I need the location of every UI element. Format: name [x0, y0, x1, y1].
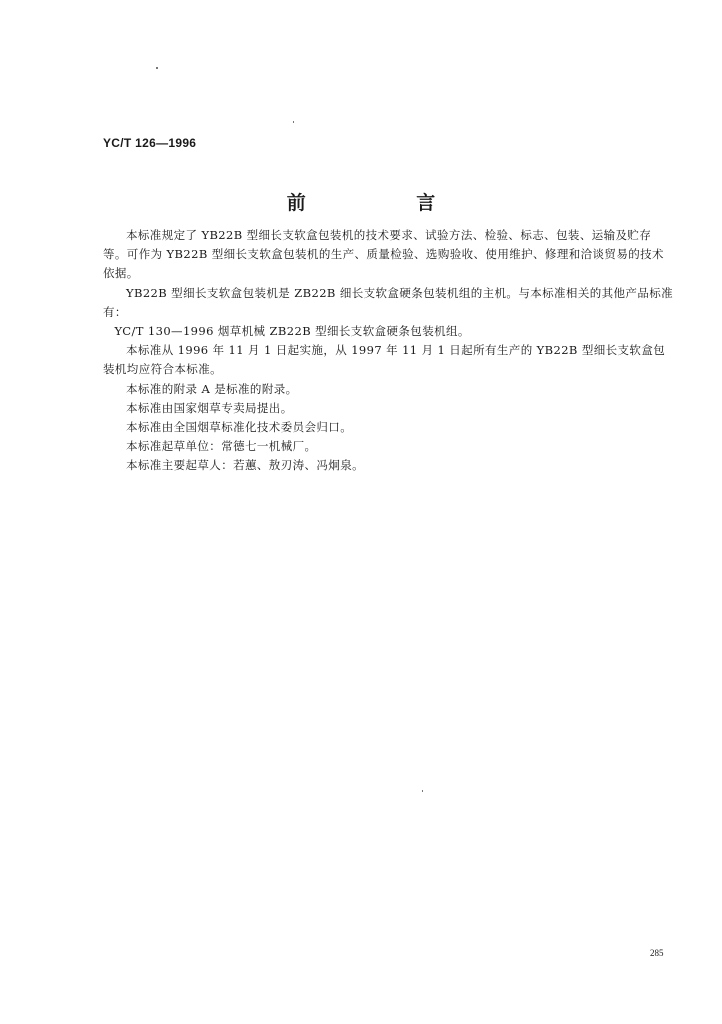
paragraph-related-standard: YC/T 130—1996 烟草机械 ZB22B 型细长支软盒硬条包装机组。 [114, 324, 470, 339]
scan-speck [156, 67, 158, 69]
paragraph-proposer: 本标准由国家烟草专卖局提出。 [126, 400, 293, 415]
body-text [103, 226, 673, 476]
scan-speck [422, 790, 423, 792]
paragraph-scope: 本标准规定了 YB22B 型细长支软盒包装机的技术要求、试验方法、检验、标志、包装、运输及贮存等。可作为 YB22B 型细长支软盒包装机的生产、质量检验、选购验收、使用维护、修理和洽谈贸易的技术依据。 [103, 228, 664, 281]
paragraph-effective-date: 本标准从 1996 年 11 月 1 日起实施，从 1997 年 11 月 1 日起所有生产的 YB22B 型细长支软盒包装机均应符合本标准。 [103, 343, 666, 377]
paragraph-appendix: 本标准的附录 A 是标准的附录。 [126, 381, 298, 396]
page-title: 前 言 [286, 192, 488, 214]
scan-speck [293, 121, 294, 123]
page-number: 285 [650, 948, 664, 958]
paragraph-drafters: 本标准主要起草人：若蕙、敖刃涛、冯炯泉。 [126, 458, 364, 473]
standard-code: YC/T 126—1996 [103, 136, 197, 150]
paragraph-related: YB22B 型细长支软盒包装机是 ZB22B 细长支软盒硬条包装机组的主机。与本标准相关的其他产品标准有： [103, 285, 674, 319]
paragraph-drafting-unit: 本标准起草单位：常德七一机械厂。 [126, 439, 317, 454]
paragraph-centralized: 本标准由全国烟草标准化技术委员会归口。 [126, 420, 353, 435]
